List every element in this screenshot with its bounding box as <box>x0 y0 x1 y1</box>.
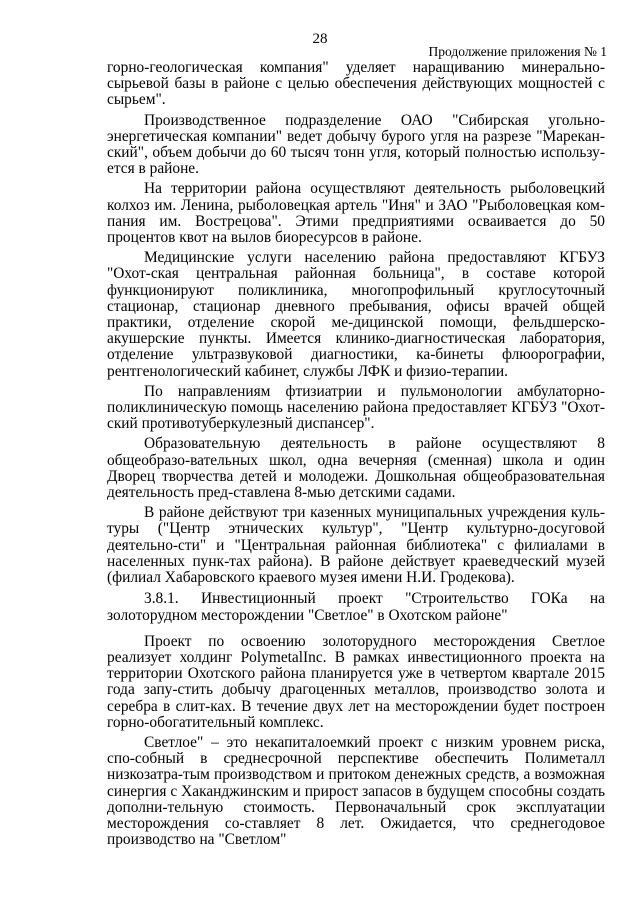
paragraph-coal-mining: Производственное подразделение ОАО "Сибирская угольно-энергетическая компании" ведет добычу бурого угля на разрезе "Марекан-ский", объем добычи до 60 тысяч тонн угля, который полностью использу-ется в районе. <box>107 111 605 178</box>
paragraph-medical-services: Медицинские услуги населению района предоставляют КГБУЗ "Охот-ская центральная районная больница", в составе которой функционируют поликлиника, многопрофильный круглосуточный стационар, стационар дневного пребывания, офисы врачей общей практики, отделение скорой ме-дицинской помощи, фельдшерско-акушерские пункты. Имеется клинико-диагностическая лаборатория, отделение ультразвуковой диагностики, ка-бинеты флюорографии, рентгенологический кабинет, службы ЛФК и физио-терапии. <box>107 249 605 380</box>
document-body <box>107 60 605 848</box>
section-heading-investment-project: 3.8.1. Инвестиционный проект "Строительство ГОКа на золоторудном месторождении "Светлое" в Охотском районе" <box>107 590 605 624</box>
paragraph-education: Образовательную деятельность в районе осуществляют 8 общеобразо-вательных школ, одна вечерняя (сменная) школа и один Дворец творчества детей и молодежи. Дошкольная общеобразовательная деятельность пред-ставлена 8-мью детскими садами. <box>107 435 605 502</box>
paragraph-culture: В районе действуют три казенных муниципальных учреждения куль-туры ("Центр этнических культур", "Центр культурно-досуговой деятельно-сти" и "Центральная районная библиотека" с филиалами в населенных пунк-тах района). В районе действует краеведческий музей (филиал Хабаровского краевого музея имени Н.И. Гродекова). <box>107 504 605 587</box>
paragraph-fishing: На территории района осуществляют деятельность рыболовецкий колхоз им. Ленина, рыболовецкая артель "Иня" и ЗАО "Рыболовецкая ком-пания им. Вострецова". Этими предприятиями осваивается до 50 процентов квот на вылов биоресурсов в районе. <box>107 180 605 247</box>
paragraph-svetloe-project: Проект по освоению золоторудного месторождения Светлое реализует холдинг PolymetalInc. В рамках инвестиционного проекта на территории Охотского района планируется уже в четвертом квартале 2015 года запу-стить добычу драгоценных металлов, производство золота и серебра в слит-ках. В течение двух лет на месторождении будет построен горно-обогатительный комплекс. <box>107 632 605 731</box>
paragraph-svetloe-economics: Светлое" – это некапиталоемкий проект с низким уровнем риска, спо-собный в среднесрочной перспективе обеспечить Полиметалл низкозатра-тым производством и притоком денежных средств, а возможная синергия с Хаканджинским и прирост запасов в будущем способны создать дополни-тельную стоимость. Первоначальный срок эксплуатации месторождения со-ставляет 8 лет. Ожидается, что среднегодовое производство на "Светлом" <box>107 733 605 849</box>
paragraph-tuberculosis-care: По направлениям фтизиатрии и пульмонологии амбулаторно-поликлиническую помощь населению района предоставляет КГБУЗ "Охот-ский противотуберкулезный диспансер". <box>107 382 605 433</box>
appendix-continuation-note: Продолжение приложения № 1 <box>428 44 607 59</box>
paragraph-mining-company-continuation: горно-геологическая компания" уделяет наращиванию минерально-сырьевой базы в районе с целью обеспечения действующих мощностей с сырьем". <box>107 59 605 109</box>
page-number: 28 <box>312 31 328 47</box>
